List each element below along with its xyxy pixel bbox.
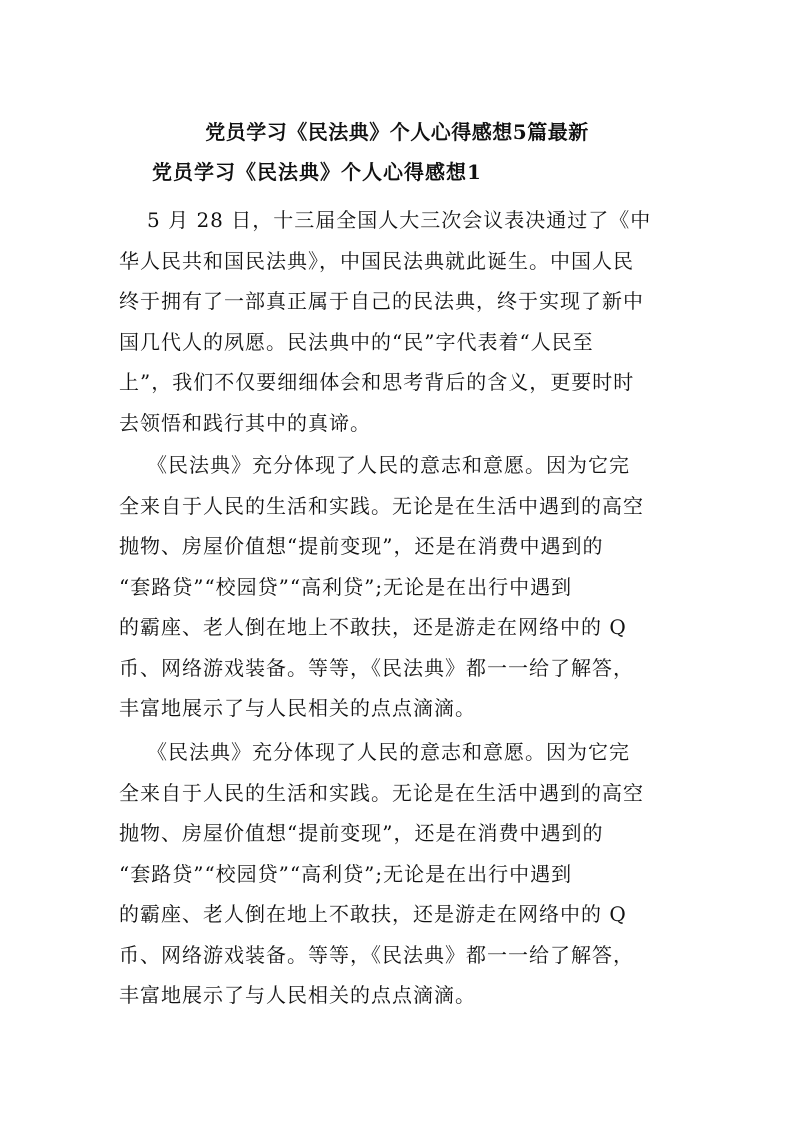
paragraph-line: 去领悟和践行其中的真谛。: [119, 410, 371, 435]
paragraph-line: 《民法典》充分体现了人民的意志和意愿。因为它完: [147, 453, 630, 477]
document-title: 党员学习《民法典》个人心得感想5篇最新: [205, 120, 589, 144]
paragraph-3: [119, 732, 659, 1016]
paragraph-line: 丰富地展示了与人民相关的点点滴滴。: [119, 983, 476, 1007]
paragraph-line: 抛物、房屋价值想“提前变现”，还是在消费中遇到的: [119, 534, 604, 558]
paragraph-line: 币、网络游戏装备。等等，《民法典》都一一给了解答，: [119, 942, 634, 967]
paragraph-line: “套路贷”“校园贷”“高利贷”;无论是在出行中遇到: [119, 861, 573, 886]
paragraph-1: [119, 200, 659, 443]
section-heading: 党员学习《民法典》个人心得感想1: [152, 160, 482, 184]
paragraph-line: 华人民共和国民法典》，中国民法典就此诞生。中国人民: [119, 248, 634, 273]
paragraph-line: 终于拥有了一部真正属于自己的民法典，终于实现了新中: [119, 289, 644, 313]
paragraph-line: 全来自于人民的生活和实践。无论是在生活中遇到的高空: [119, 780, 644, 805]
paragraph-line: 全来自于人民的生活和实践。无论是在生活中遇到的高空: [119, 493, 644, 518]
paragraph-line: “套路贷”“校园贷”“高利贷”;无论是在出行中遇到: [119, 574, 573, 599]
paragraph-line: 丰富地展示了与人民相关的点点滴滴。: [119, 696, 476, 720]
paragraph-line: 上”，我们不仅要细细体会和思考背后的含义，更要时时: [119, 370, 635, 394]
paragraph-line: 5 月 28 日，十三届全国人大三次会议表决通过了《中: [147, 208, 652, 232]
paragraph-2: [119, 445, 659, 729]
paragraph-line: 《民法典》充分体现了人民的意志和意愿。因为它完: [147, 740, 630, 764]
paragraph-line: 抛物、房屋价值想“提前变现”，还是在消费中遇到的: [119, 821, 604, 845]
paragraph-line: 的霸座、老人倒在地上不敢扶，还是游走在网络中的 Q: [119, 902, 627, 926]
paragraph-line: 币、网络游戏装备。等等，《民法典》都一一给了解答，: [119, 655, 634, 680]
paragraph-line: 的霸座、老人倒在地上不敢扶，还是游走在网络中的 Q: [119, 615, 627, 639]
paragraph-line: 国几代人的夙愿。民法典中的“民”字代表着“人民至: [119, 329, 594, 354]
